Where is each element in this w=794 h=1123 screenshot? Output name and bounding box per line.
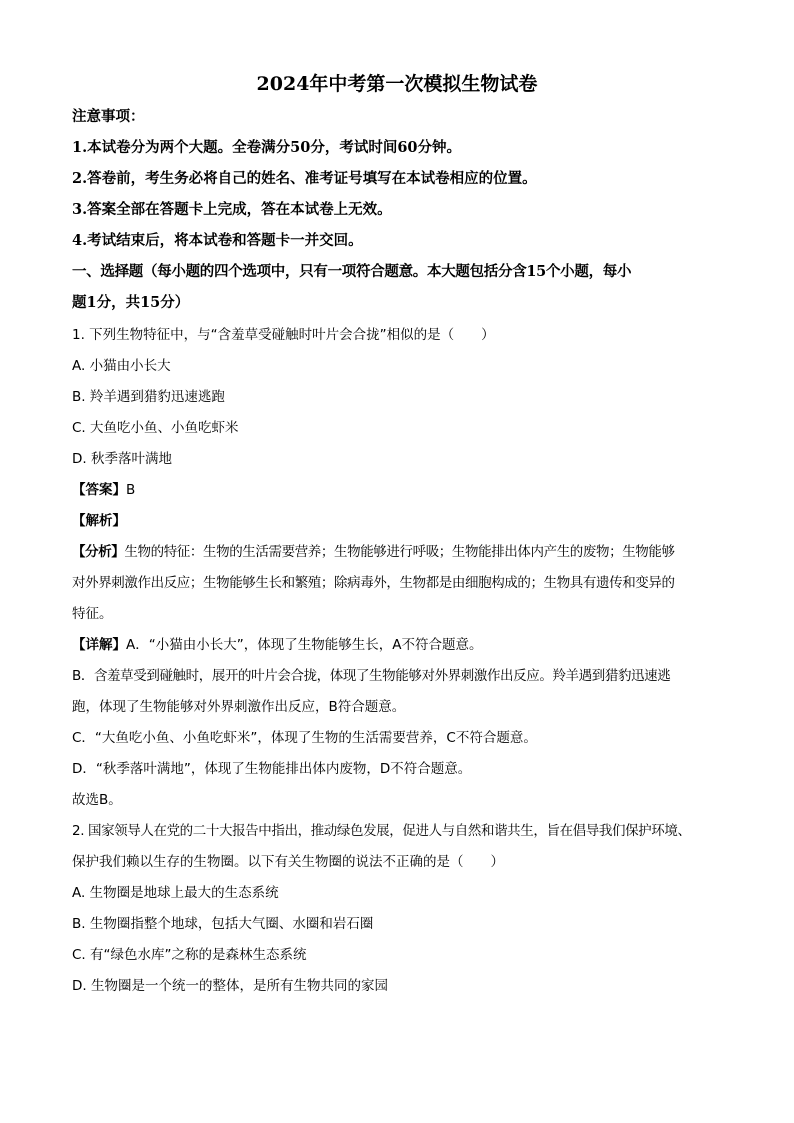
answer-tag: 【答案】 [72,482,126,498]
question-1-option-b: B. 羚羊遇到猎豹迅速逃跑 [72,389,225,405]
analysis-tag: 【解析】 [72,513,126,529]
question-2-option-d: D. 生物圈是一个统一的整体，是所有生物共同的家园 [72,978,388,994]
question-2-stem-cont: 保护我们赖以生存的生物圈。以下有关生物圈的说法不正确的是（ ） [72,854,504,870]
answer-line [72,481,722,499]
fenxi-text: 生物的特征：生物的生活需要营养；生物能够进行呼吸；生物能排出体内产生的废物；生物能够 [124,544,675,560]
question-1-option-c: C. 大鱼吃小鱼、小鱼吃虾米 [72,420,239,436]
question-2-option-c: C. 有“绿色水库”之称的是森林生态系统 [72,947,307,963]
detail-line [72,636,722,654]
page-title: 2024年中考第一次模拟生物试卷 [256,73,538,95]
fenxi-cont: 对外界刺激作出反应；生物能够生长和繁殖；除病毒外，生物都是由细胞构成的；生物具有遗传和变异的 [72,575,675,591]
fenxi-tag: 【分析】 [72,544,125,560]
detail-cont: C．“大鱼吃小鱼、小鱼吃虾米”，体现了生物的生活需要营养，C不符合题意。 [72,730,537,746]
question-2-stem: 2. 国家领导人在党的二十大报告中指出，推动绿色发展，促进人与自然和谐共生，旨在倡导我们保护环境、 [72,823,691,839]
detail-cont: B．含羞草受到碰触时，展开的叶片会合拢，体现了生物能够对外界刺激作出反应。羚羊遇到猎豹迅速逃 [72,668,671,684]
conclusion: 故选B。 [72,792,122,808]
fenxi-cont: 特征。 [72,606,113,622]
answer-value: B [126,482,136,498]
notice-heading: 注意事项： [72,108,145,125]
notice-item: 4.考试结束后，将本试卷和答题卡一并交回。 [72,232,363,249]
question-1-option-a: A. 小猫由小长大 [72,358,171,374]
detail-text: A．“小猫由小长大”，体现了生物能够生长，A不符合题意。 [126,637,483,653]
notice-item: 1.本试卷分为两个大题。全卷满分50分，考试时间60分钟。 [72,139,461,156]
question-2-option-b: B. 生物圈指整个地球，包括大气圈、水圈和岩石圈 [72,916,374,932]
detail-cont: D．“秋季落叶满地”，体现了生物能排出体内废物，D不符合题意。 [72,761,472,777]
fenxi-line [72,543,722,561]
detail-cont: 跑，体现了生物能够对外界刺激作出反应，B符合题意。 [72,699,406,715]
section-heading-cont: 题1分，共15分） [72,294,190,311]
notice-item: 2.答卷前，考生务必将自己的姓名、准考证号填写在本试卷相应的位置。 [72,170,537,187]
question-1-stem: 1. 下列生物特征中，与“含羞草受碰触时叶片会合拢”相似的是（ ） [72,327,495,343]
detail-tag: 【详解】 [72,637,126,653]
notice-item: 3.答案全部在答题卡上完成，答在本试卷上无效。 [72,201,392,218]
section-heading: 一、选择题（每小题的四个选项中，只有一项符合题意。本大题包括分含15个小题，每小 [72,263,632,280]
analysis-line [72,512,722,530]
question-2-option-a: A. 生物圈是地球上最大的生态系统 [72,885,279,901]
question-1-option-d: D. 秋季落叶满地 [72,451,172,467]
